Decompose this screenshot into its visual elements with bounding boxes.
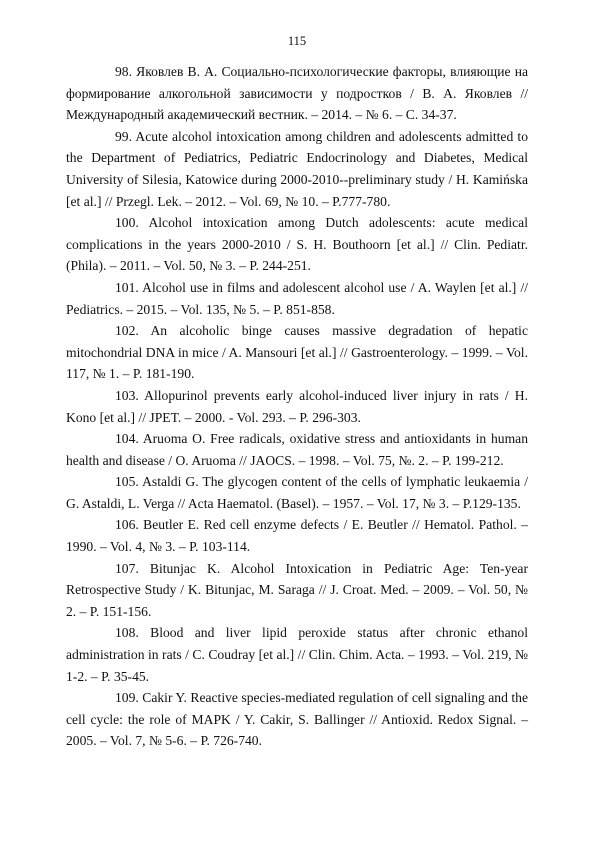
reference-item-99: 99. Acute alcohol intoxication among children and adolescents admitted to the Department of Pediatrics, Pediatric Endocrinology and Diabetes, Medical University of Silesia, Katowice during 2000-2010--preliminary study / H. Kamińska [et al.] // Przegl. Lek. – 2012. – Vol. 69, № 10. – P.777-780. [66, 128, 528, 209]
reference-list [66, 61, 528, 752]
reference-item-98: 98. Яковлев В. А. Социально-психологические факторы, влияющие на формирование алкогольной зависимости у подростков / В. А. Яковлев // Международный академический вестник. – 2014. – № 6. – С. 34-37. [66, 64, 528, 123]
reference-item-106: 106. Beutler E. Red cell enzyme defects / E. Beutler // Hematol. Pathol. – 1990. – Vol. 4, № 3. – P. 103-114. [66, 517, 528, 555]
reference-item-108: 108. Blood and liver lipid peroxide status after chronic ethanol administration in rats / C. Coudray [et al.] // Clin. Chim. Acta. – 1993. – Vol. 219, № 1-2. – P. 35-45. [66, 625, 528, 684]
reference-item-102: 102. An alcoholic binge causes massive degradation of hepatic mitochondrial DNA in mice / A. Mansouri [et al.] // Gastroenterology. – 1999. – Vol. 117, № 1. – P. 181-190. [66, 323, 528, 382]
reference-item-107: 107. Bitunjac K. Alcohol Intoxication in Pediatric Age: Ten-year Retrospective Study / K. Bitunjac, M. Saraga // J. Croat. Med. – 2009. – Vol. 50, № 2. – P. 151-156. [66, 560, 528, 619]
reference-item-105: 105. Astaldi G. The glycogen content of the cells of lymphatic leukaemia / G. Astaldi, L. Verga // Acta Haematol. (Basel). – 1957. – Vol. 17, № 3. – P.129-135. [66, 474, 528, 511]
reference-item-104: 104. Aruoma O. Free radicals, oxidative stress and antioxidants in human health and disease / O. Aruoma // JAOCS. – 1998. – Vol. 75, №. 2. – P. 199-212. [66, 431, 528, 468]
reference-item-100: 100. Alcohol intoxication among Dutch adolescents: acute medical complications in the years 2000-2010 / S. H. Bouthoorn [et al.] // Clin. Pediatr. (Phila). – 2011. – Vol. 50, № 3. – P. 244-251. [66, 215, 528, 274]
reference-item-109: 109. Cakir Y. Reactive species-mediated regulation of cell signaling and the cell cycle: the role of MAPK / Y. Cakir, S. Ballinger // Antioxid. Redox Signal. – 2005. – Vol. 7, № 5-6. – P. 726-740. [66, 690, 528, 749]
reference-item-101: 101. Alcohol use in films and adolescent alcohol use / A. Waylen [et al.] // Pediatrics. – 2015. – Vol. 135, № 5. – P. 851-858. [66, 279, 528, 317]
page-number: 115 [287, 34, 307, 48]
reference-item-103: 103. Allopurinol prevents early alcohol-induced liver injury in rats / H. Kono [et al.] // JPET. – 2000. - Vol. 293. – P. 296-303. [66, 387, 528, 425]
